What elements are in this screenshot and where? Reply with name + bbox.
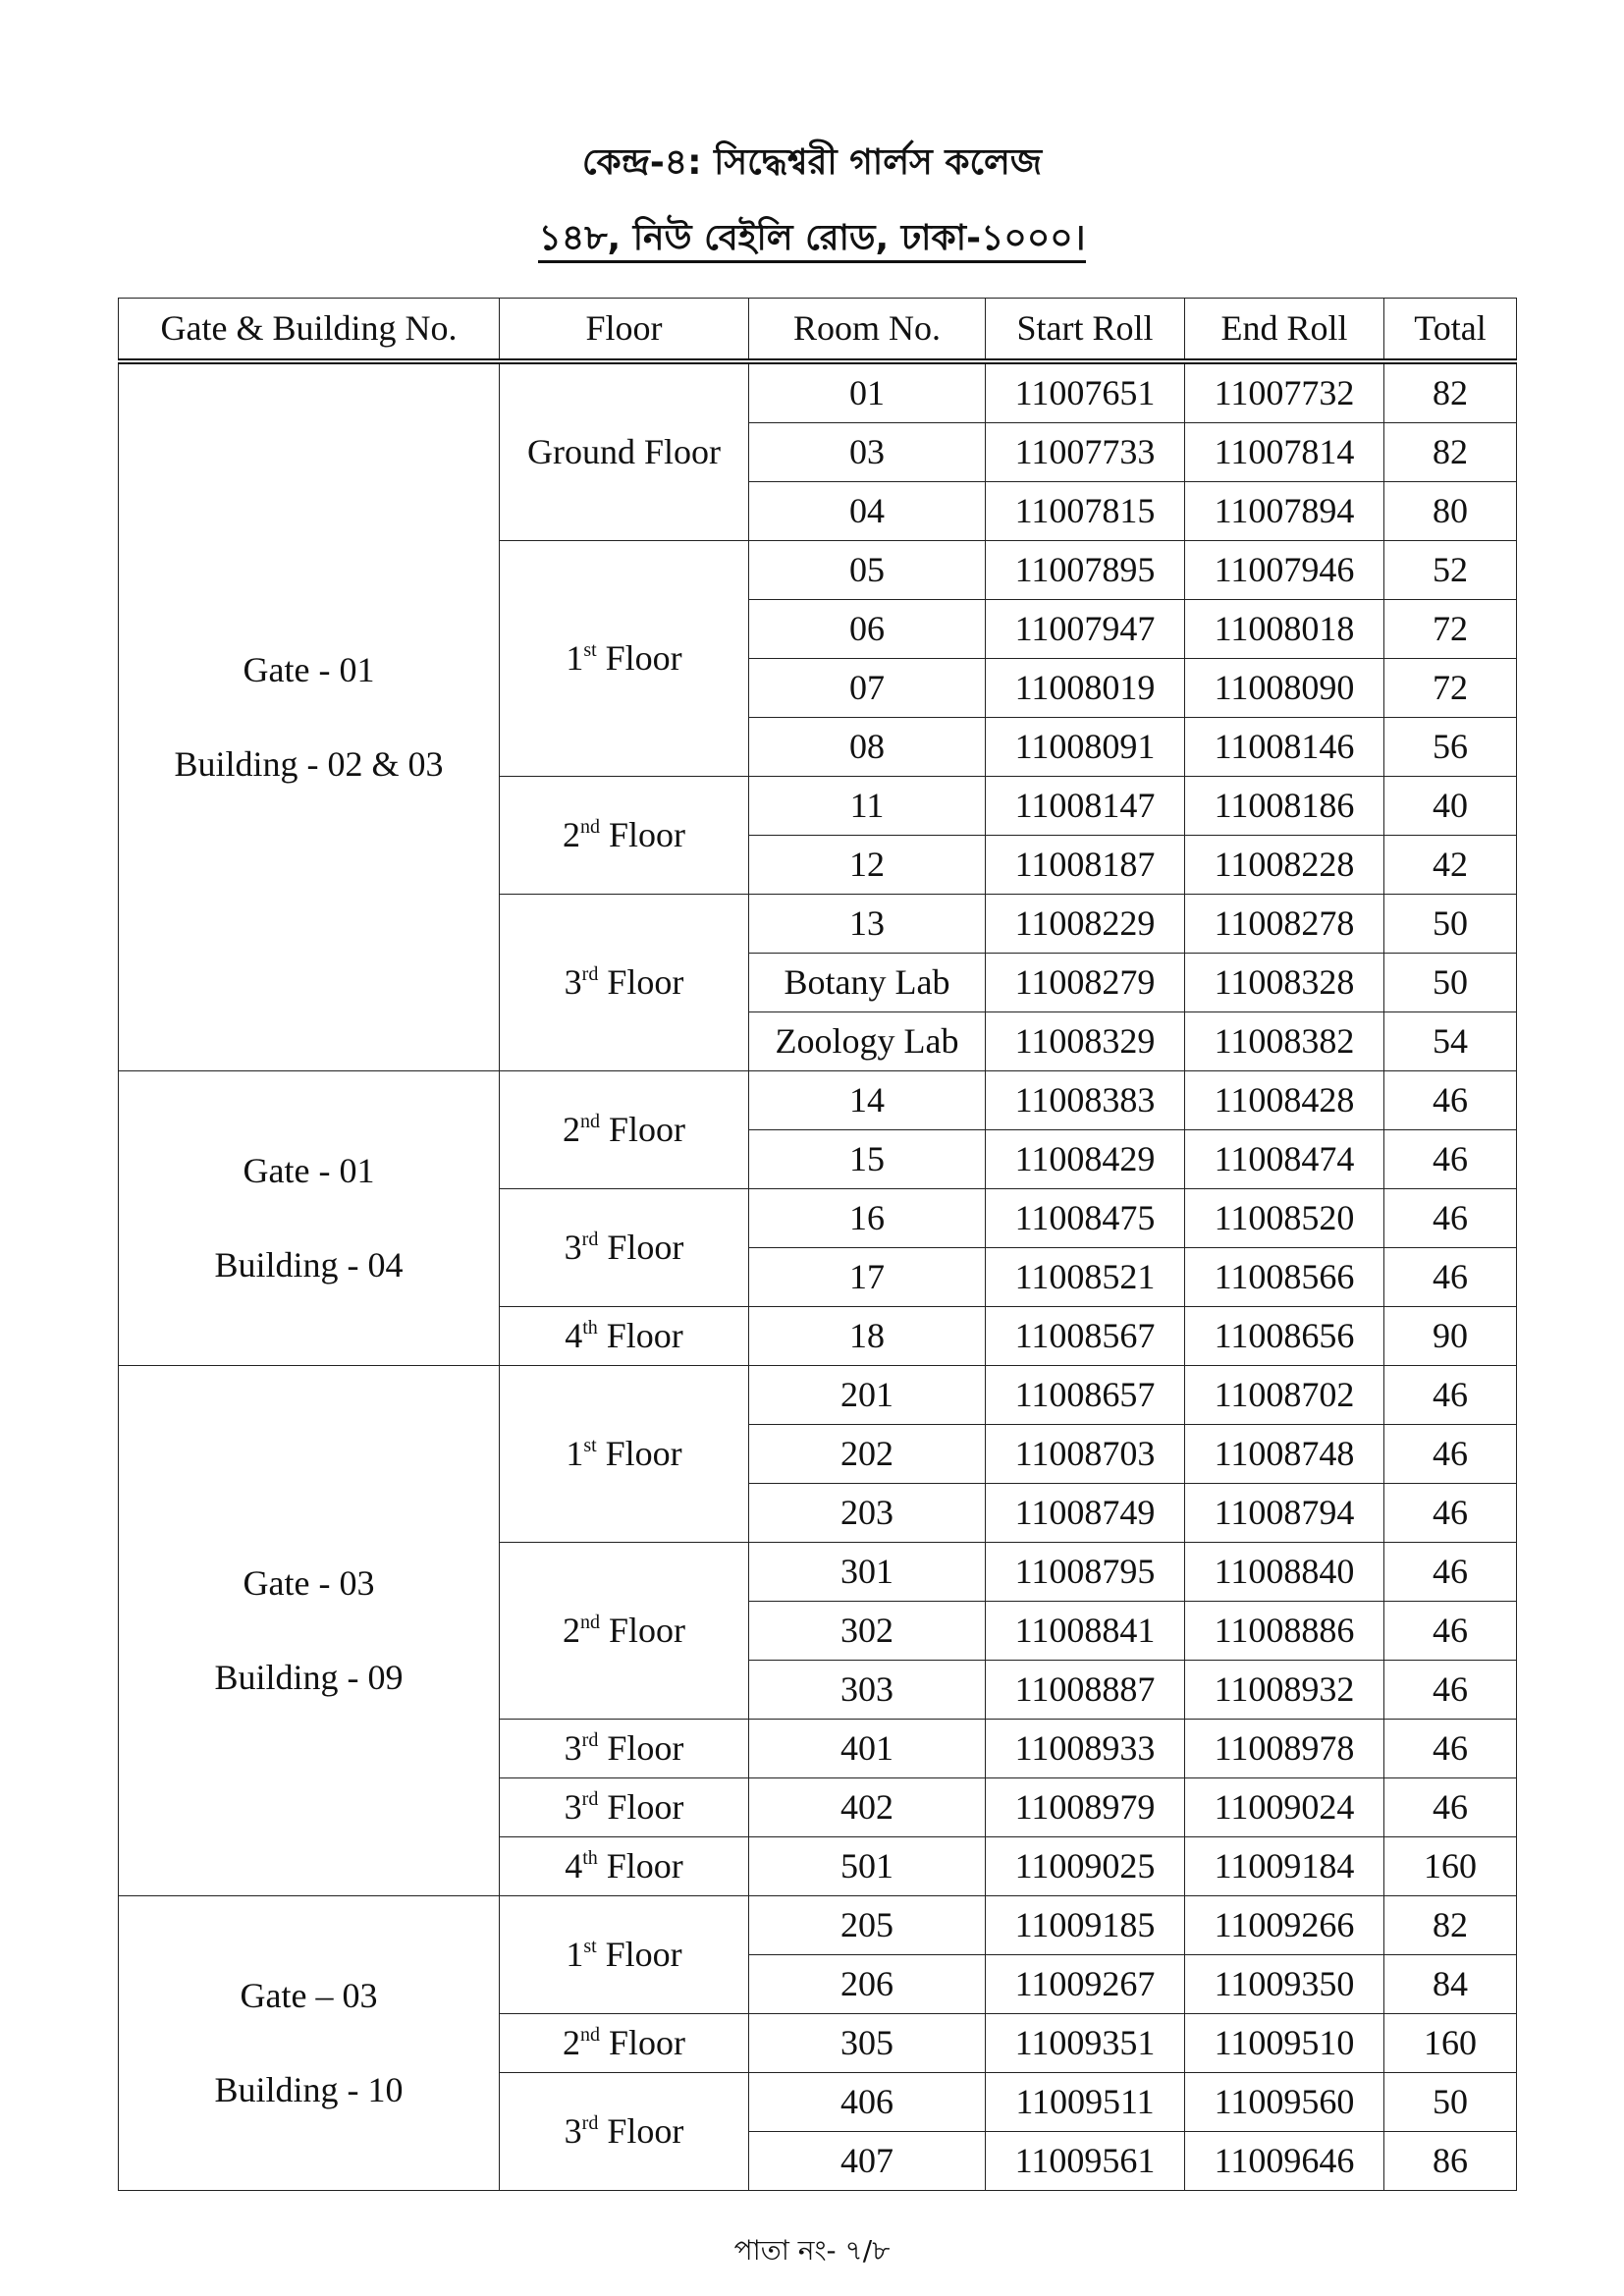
start-roll-cell: 11008187	[986, 836, 1185, 895]
floor-number: 1	[566, 1934, 584, 1974]
building-label: Building - 10	[214, 2069, 404, 2109]
floor-word: Floor	[599, 2022, 685, 2062]
floor-cell	[500, 1543, 749, 1720]
floor-cell	[500, 895, 749, 1071]
floor-ordinal-suffix: rd	[581, 1228, 599, 1250]
end-roll-cell: 11008794	[1185, 1484, 1384, 1543]
room-number-cell: 14	[749, 1071, 986, 1130]
start-roll-cell: 11008429	[986, 1130, 1185, 1189]
table-header-row	[119, 299, 1517, 362]
floor-cell	[500, 2014, 749, 2073]
end-roll-cell: 11008886	[1185, 1602, 1384, 1661]
floor-number: 1	[566, 637, 584, 678]
floor-cell	[500, 1720, 749, 1778]
floor-word: Floor	[597, 1315, 683, 1355]
start-roll-cell: 11008795	[986, 1543, 1185, 1602]
start-roll-cell: 11008279	[986, 954, 1185, 1012]
start-roll-cell: 11008147	[986, 777, 1185, 836]
floor-cell	[500, 1837, 749, 1896]
total-cell: 46	[1384, 1425, 1517, 1484]
start-roll-cell: 11008019	[986, 659, 1185, 718]
building-label: Building - 09	[214, 1657, 404, 1697]
floor-number: 2	[562, 2022, 580, 2062]
end-roll-cell: 11008146	[1185, 718, 1384, 777]
table-row	[119, 1896, 1517, 1955]
floor-number: 2	[562, 814, 580, 854]
start-roll-cell: 11008383	[986, 1071, 1185, 1130]
room-number-cell: 07	[749, 659, 986, 718]
start-roll-cell: 11009351	[986, 2014, 1185, 2073]
room-number-cell: 18	[749, 1307, 986, 1366]
end-roll-cell: 11008018	[1185, 600, 1384, 659]
floor-cell	[500, 361, 749, 541]
floor-word: Floor	[596, 1433, 682, 1473]
room-number-cell: 305	[749, 2014, 986, 2073]
total-cell: 72	[1384, 659, 1517, 718]
start-roll-cell: 11009561	[986, 2132, 1185, 2191]
room-number-cell: 501	[749, 1837, 986, 1896]
start-roll-cell: 11008657	[986, 1366, 1185, 1425]
room-number-cell: 407	[749, 2132, 986, 2191]
floor-ordinal-suffix: nd	[579, 1611, 600, 1633]
gate-building-cell	[119, 1366, 500, 1896]
floor-ordinal-suffix: nd	[579, 1110, 600, 1132]
floor-number: 2	[562, 1109, 580, 1149]
end-roll-cell: 11008090	[1185, 659, 1384, 718]
total-cell: 46	[1384, 1602, 1517, 1661]
building-label: Building - 02 & 03	[174, 743, 444, 784]
total-cell: 56	[1384, 718, 1517, 777]
end-roll-cell: 11008932	[1185, 1661, 1384, 1720]
floor-cell	[500, 1778, 749, 1837]
total-cell: 50	[1384, 895, 1517, 954]
floor-word: Floor	[596, 637, 682, 678]
floor-cell	[500, 1071, 749, 1189]
total-cell: 72	[1384, 600, 1517, 659]
floor-number: 4	[565, 1845, 583, 1886]
start-roll-cell: 11008567	[986, 1307, 1185, 1366]
start-roll-cell: 11007815	[986, 482, 1185, 541]
floor-word: Floor	[596, 1934, 682, 1974]
end-roll-cell: 11009024	[1185, 1778, 1384, 1837]
start-roll-cell: 11008229	[986, 895, 1185, 954]
room-number-cell: 401	[749, 1720, 986, 1778]
room-number-cell: 11	[749, 777, 986, 836]
room-number-cell: 15	[749, 1130, 986, 1189]
floor-word: Floor	[599, 814, 685, 854]
column-header: Gate & Building No.	[119, 299, 500, 362]
floor-cell	[500, 1896, 749, 2014]
start-roll-cell: 11007895	[986, 541, 1185, 600]
center-address	[0, 211, 1624, 270]
gate-label: Gate – 03	[240, 1975, 378, 2015]
total-cell: 46	[1384, 1366, 1517, 1425]
floor-word: Floor	[597, 1845, 683, 1886]
total-cell: 52	[1384, 541, 1517, 600]
gate-label: Gate - 01	[243, 649, 375, 689]
total-cell: 50	[1384, 954, 1517, 1012]
floor-ordinal-suffix: nd	[579, 2023, 600, 2046]
total-cell: 46	[1384, 1484, 1517, 1543]
room-number-cell: 08	[749, 718, 986, 777]
room-number-cell: Botany Lab	[749, 954, 986, 1012]
room-number-cell: 402	[749, 1778, 986, 1837]
room-number-cell: Zoology Lab	[749, 1012, 986, 1071]
end-roll-cell: 11008520	[1185, 1189, 1384, 1248]
room-number-cell: 16	[749, 1189, 986, 1248]
start-roll-cell: 11008841	[986, 1602, 1185, 1661]
floor-ordinal-suffix: st	[583, 1434, 597, 1456]
room-number-cell: 203	[749, 1484, 986, 1543]
center-address-text: ১৪৮, নিউ বেইলি রোড, ঢাকা-১০০০।	[538, 218, 1085, 263]
end-roll-cell: 11008702	[1185, 1366, 1384, 1425]
end-roll-cell: 11008382	[1185, 1012, 1384, 1071]
end-roll-cell: 11008656	[1185, 1307, 1384, 1366]
start-roll-cell: 11008749	[986, 1484, 1185, 1543]
room-number-cell: 04	[749, 482, 986, 541]
column-header: Floor	[500, 299, 749, 362]
total-cell: 84	[1384, 1955, 1517, 2014]
floor-number: 4	[565, 1315, 583, 1355]
floor-word: Floor	[598, 961, 684, 1002]
end-roll-cell: 11009184	[1185, 1837, 1384, 1896]
room-number-cell: 205	[749, 1896, 986, 1955]
building-label: Building - 04	[214, 1244, 404, 1285]
floor-cell	[500, 1366, 749, 1543]
floor-ordinal-suffix: rd	[581, 2111, 599, 2134]
floor-number: 2	[562, 1610, 580, 1650]
end-roll-cell: 11009510	[1185, 2014, 1384, 2073]
room-number-cell: 206	[749, 1955, 986, 2014]
gate-building-cell	[119, 1896, 500, 2191]
end-roll-cell: 11008840	[1185, 1543, 1384, 1602]
room-number-cell: 201	[749, 1366, 986, 1425]
column-header: Room No.	[749, 299, 986, 362]
start-roll-cell: 11007733	[986, 423, 1185, 482]
room-number-cell: 303	[749, 1661, 986, 1720]
end-roll-cell: 11008748	[1185, 1425, 1384, 1484]
gate-building-cell	[119, 1071, 500, 1366]
end-roll-cell: 11008978	[1185, 1720, 1384, 1778]
floor-ordinal-suffix: st	[583, 638, 597, 661]
room-number-cell: 03	[749, 423, 986, 482]
gate-label: Gate - 03	[243, 1562, 375, 1603]
room-number-cell: 202	[749, 1425, 986, 1484]
start-roll-cell: 11008979	[986, 1778, 1185, 1837]
total-cell: 90	[1384, 1307, 1517, 1366]
table-row	[119, 1071, 1517, 1130]
column-header: End Roll	[1185, 299, 1384, 362]
room-number-cell: 13	[749, 895, 986, 954]
floor-ordinal-suffix: nd	[579, 815, 600, 838]
end-roll-cell: 11007894	[1185, 482, 1384, 541]
column-header: Total	[1384, 299, 1517, 362]
total-cell: 46	[1384, 1248, 1517, 1307]
floor-cell	[500, 541, 749, 777]
total-cell: 46	[1384, 1543, 1517, 1602]
end-roll-cell: 11009266	[1185, 1896, 1384, 1955]
start-roll-cell: 11008703	[986, 1425, 1185, 1484]
end-roll-cell: 11007814	[1185, 423, 1384, 482]
total-cell: 82	[1384, 361, 1517, 423]
floor-number: 3	[564, 1786, 582, 1827]
room-number-cell: 17	[749, 1248, 986, 1307]
floor-word: Floor	[599, 1109, 685, 1149]
floor-cell	[500, 2073, 749, 2191]
floor-word: Ground Floor	[527, 431, 721, 471]
floor-number: 1	[566, 1433, 584, 1473]
total-cell: 50	[1384, 2073, 1517, 2132]
end-roll-cell: 11009560	[1185, 2073, 1384, 2132]
end-roll-cell: 11009646	[1185, 2132, 1384, 2191]
floor-ordinal-suffix: th	[582, 1316, 598, 1339]
total-cell: 80	[1384, 482, 1517, 541]
total-cell: 160	[1384, 2014, 1517, 2073]
end-roll-cell: 11008186	[1185, 777, 1384, 836]
start-roll-cell: 11008329	[986, 1012, 1185, 1071]
table-body	[119, 361, 1517, 2191]
page-number: পাতা নং- ৭/৮	[733, 2234, 891, 2267]
floor-number: 3	[564, 1227, 582, 1267]
gate-building-cell	[119, 361, 500, 1071]
floor-number: 3	[564, 2110, 582, 2151]
gate-label: Gate - 01	[243, 1150, 375, 1190]
floor-number: 3	[564, 961, 582, 1002]
floor-word: Floor	[598, 1727, 684, 1768]
start-roll-cell: 11009025	[986, 1837, 1185, 1896]
room-number-cell: 05	[749, 541, 986, 600]
floor-word: Floor	[599, 1610, 685, 1650]
floor-word: Floor	[598, 2110, 684, 2151]
end-roll-cell: 11007732	[1185, 361, 1384, 423]
center-title: কেন্দ্র-৪: সিদ্ধেশ্বরী গার্লস কলেজ	[581, 142, 1043, 183]
total-cell: 46	[1384, 1071, 1517, 1130]
end-roll-cell: 11008566	[1185, 1248, 1384, 1307]
table-row	[119, 1366, 1517, 1425]
floor-ordinal-suffix: rd	[581, 1728, 599, 1751]
end-roll-cell: 11008278	[1185, 895, 1384, 954]
total-cell: 46	[1384, 1661, 1517, 1720]
floor-cell	[500, 777, 749, 895]
room-number-cell: 01	[749, 361, 986, 423]
start-roll-cell: 11008933	[986, 1720, 1185, 1778]
start-roll-cell: 11007947	[986, 600, 1185, 659]
floor-ordinal-suffix: rd	[581, 962, 599, 985]
start-roll-cell: 11008091	[986, 718, 1185, 777]
total-cell: 46	[1384, 1189, 1517, 1248]
room-number-cell: 06	[749, 600, 986, 659]
room-number-cell: 406	[749, 2073, 986, 2132]
start-roll-cell: 11007651	[986, 361, 1185, 423]
total-cell: 42	[1384, 836, 1517, 895]
end-roll-cell: 11008474	[1185, 1130, 1384, 1189]
total-cell: 46	[1384, 1720, 1517, 1778]
start-roll-cell: 11008475	[986, 1189, 1185, 1248]
room-number-cell: 301	[749, 1543, 986, 1602]
end-roll-cell: 11008328	[1185, 954, 1384, 1012]
start-roll-cell: 11009267	[986, 1955, 1185, 2014]
floor-word: Floor	[598, 1227, 684, 1267]
floor-cell	[500, 1189, 749, 1307]
room-number-cell: 302	[749, 1602, 986, 1661]
start-roll-cell: 11008887	[986, 1661, 1185, 1720]
total-cell: 54	[1384, 1012, 1517, 1071]
total-cell: 46	[1384, 1778, 1517, 1837]
end-roll-cell: 11009350	[1185, 1955, 1384, 2014]
floor-number: 3	[564, 1727, 582, 1768]
end-roll-cell: 11008428	[1185, 1071, 1384, 1130]
end-roll-cell: 11007946	[1185, 541, 1384, 600]
end-roll-cell: 11008228	[1185, 836, 1384, 895]
total-cell: 46	[1384, 1130, 1517, 1189]
room-number-cell: 12	[749, 836, 986, 895]
floor-ordinal-suffix: th	[582, 1846, 598, 1869]
total-cell: 82	[1384, 423, 1517, 482]
floor-cell	[500, 1307, 749, 1366]
total-cell: 86	[1384, 2132, 1517, 2191]
total-cell: 40	[1384, 777, 1517, 836]
floor-ordinal-suffix: rd	[581, 1787, 599, 1810]
start-roll-cell: 11009511	[986, 2073, 1185, 2132]
floor-ordinal-suffix: st	[583, 1935, 597, 1957]
table-row	[119, 361, 1517, 423]
start-roll-cell: 11009185	[986, 1896, 1185, 1955]
start-roll-cell: 11008521	[986, 1248, 1185, 1307]
floor-word: Floor	[598, 1786, 684, 1827]
total-cell: 82	[1384, 1896, 1517, 1955]
room-allocation-table	[118, 298, 1517, 2191]
column-header: Start Roll	[986, 299, 1185, 362]
total-cell: 160	[1384, 1837, 1517, 1896]
